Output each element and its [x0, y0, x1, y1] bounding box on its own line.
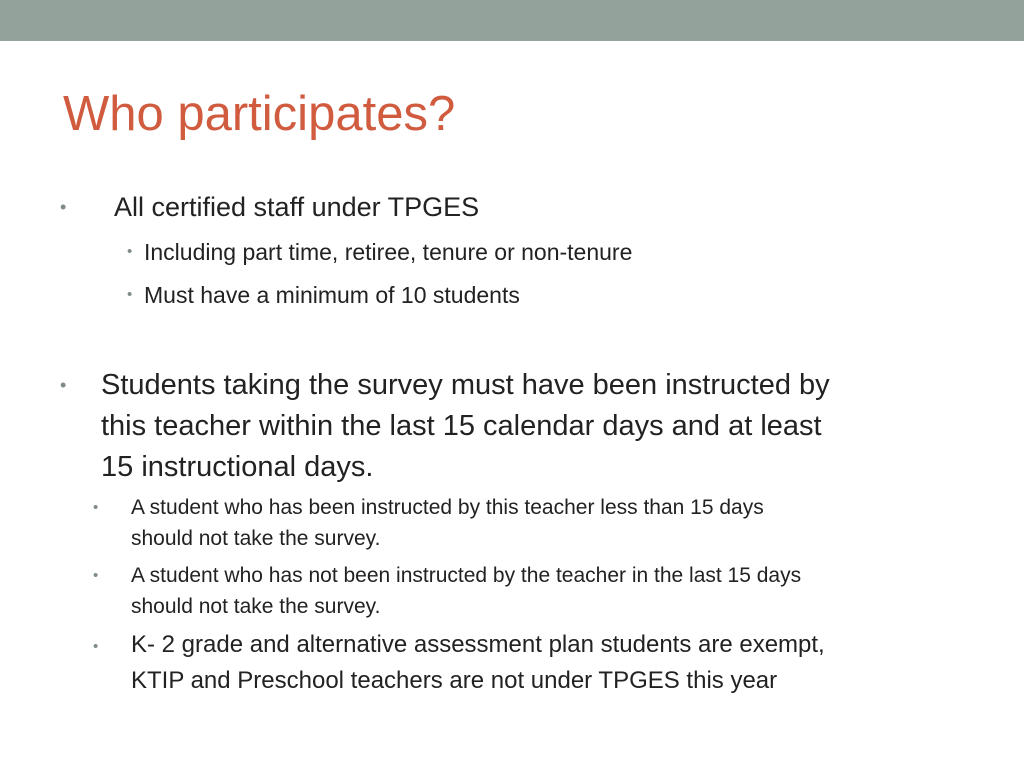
bullet-text-line-1: Students taking the survey must have been instructed by — [101, 369, 830, 401]
subbullet-text: Including part time, retiree, tenure or non-tenure — [144, 239, 633, 265]
bullet-marker: • — [60, 197, 67, 217]
bullet-marker: • — [93, 638, 99, 655]
bullet-marker: • — [93, 499, 99, 516]
subbullet-text-line-2: should not take the survey. — [131, 527, 381, 550]
bullet-marker: • — [127, 243, 133, 260]
bullet-text-line-3: 15 instructional days. — [101, 451, 374, 483]
bullet-marker: • — [127, 286, 133, 303]
subbullet-text-line-1: A student who has not been instructed by the teacher in the last 15 days — [131, 564, 802, 587]
bullet-text-line-2: this teacher within the last 15 calendar days and at least — [101, 410, 822, 442]
subbullet-text-line-1: K- 2 grade and alternative assessment plan students are exempt, — [131, 631, 825, 658]
subbullet-text-line-1: A student who has been instructed by this teacher less than 15 days — [131, 496, 764, 519]
top-accent-bar — [0, 0, 1024, 41]
bullet-text: All certified staff under TPGES — [114, 192, 480, 222]
bullet-marker: • — [60, 375, 67, 395]
bullet-marker: • — [93, 567, 99, 584]
subbullet-text-line-2: should not take the survey. — [131, 595, 381, 618]
subbullet-text: Must have a minimum of 10 students — [144, 282, 520, 308]
subbullet-text-line-2: KTIP and Preschool teachers are not under TPGES this year — [131, 667, 778, 694]
slide-title: Who participates? — [63, 87, 456, 141]
